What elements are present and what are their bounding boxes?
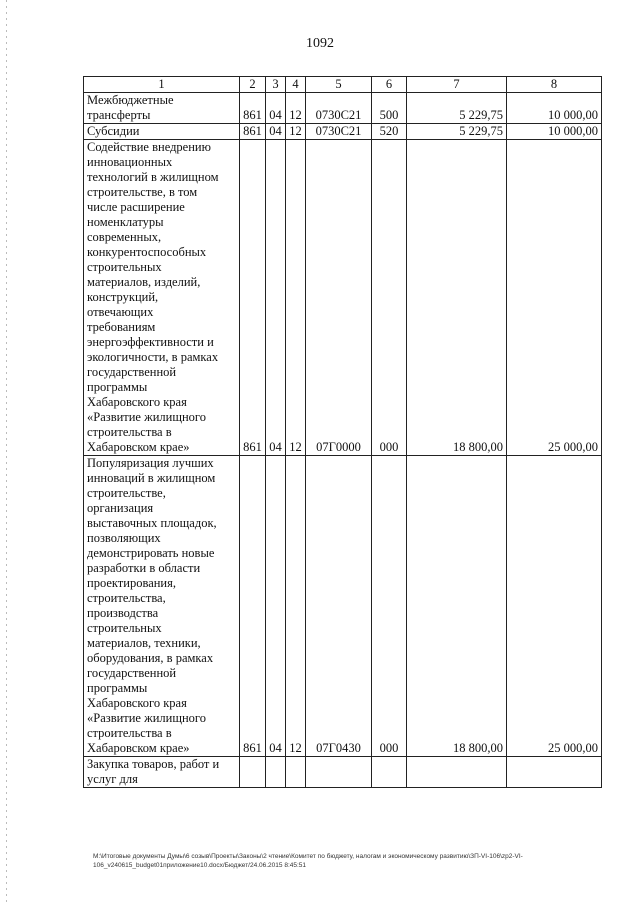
row-name-line: требованиям	[87, 320, 156, 334]
chapter-code-cell: 861	[240, 140, 266, 456]
chapter-code-cell: 861	[240, 93, 266, 124]
row-name-line: разработки в области	[87, 561, 201, 575]
row-name-line: строительства,	[87, 591, 166, 605]
row-name-line: Субсидии	[87, 124, 140, 138]
row-name-line: отвечающих	[87, 305, 154, 319]
row-name-line: проектирования,	[87, 576, 176, 590]
subsection-code-cell	[286, 757, 306, 788]
expense-type-cell: 500	[372, 93, 407, 124]
amount-cell: 25 000,00	[507, 456, 602, 757]
section-code-cell: 04	[266, 124, 286, 140]
row-name-line: оборудования, в рамках	[87, 651, 214, 665]
expense-type-cell: 000	[372, 140, 407, 456]
row-name-line: «Развитие жилищного	[87, 711, 206, 725]
row-name-line: организация	[87, 501, 154, 515]
scan-edge-mark	[6, 0, 7, 905]
table-row	[84, 93, 602, 124]
row-name-line: инноваций в жилищном	[87, 471, 216, 485]
header-cell: 1	[84, 77, 240, 93]
row-name-cell	[84, 93, 240, 124]
row-name-line: инновационных	[87, 155, 173, 169]
row-name-line: Хабаровском крае»	[87, 440, 190, 454]
chapter-code-cell	[240, 757, 266, 788]
row-name-line: программы	[87, 380, 148, 394]
row-name-line: трансферты	[87, 108, 151, 122]
row-name-line: экологичности, в рамках	[87, 350, 219, 364]
subsection-code-cell: 12	[286, 456, 306, 757]
row-name-line: строительстве, в том	[87, 185, 198, 199]
row-name-line: конкурентоспособных	[87, 245, 207, 259]
section-code-cell: 04	[266, 140, 286, 456]
row-name-line: строительства в	[87, 726, 172, 740]
row-name-line: Хабаровского края	[87, 395, 187, 409]
row-name-cell	[84, 456, 240, 757]
table-row	[84, 140, 602, 456]
document-footer	[93, 852, 613, 870]
row-name-line: Хабаровском крае»	[87, 741, 190, 755]
chapter-code-cell: 861	[240, 456, 266, 757]
row-name-line: Закупка товаров, работ и	[87, 757, 220, 771]
subsection-code-cell: 12	[286, 140, 306, 456]
row-name-line: услуг для	[87, 772, 138, 786]
row-name-line: материалов, техники,	[87, 636, 201, 650]
section-code-cell: 04	[266, 93, 286, 124]
target-item-cell	[306, 757, 372, 788]
subsection-code-cell: 12	[286, 124, 306, 140]
row-name-line: демонстрировать новые	[87, 546, 215, 560]
row-name-line: позволяющих	[87, 531, 161, 545]
amount-cell	[507, 757, 602, 788]
header-cell: 6	[372, 77, 407, 93]
row-name-line: Популяризация лучших	[87, 456, 214, 470]
amount-cell: 18 800,00	[407, 456, 507, 757]
budget-table	[83, 76, 602, 788]
row-name-line: государственной	[87, 666, 177, 680]
row-name-cell	[84, 124, 240, 140]
header-cell: 5	[306, 77, 372, 93]
row-name-line: строительных	[87, 621, 162, 635]
amount-cell	[407, 757, 507, 788]
table-row	[84, 124, 602, 140]
subsection-code-cell: 12	[286, 93, 306, 124]
table-header-row	[84, 77, 602, 93]
row-name-cell	[84, 757, 240, 788]
row-name-line: строительстве,	[87, 486, 166, 500]
target-item-cell: 0730С21	[306, 93, 372, 124]
row-name-line: современных,	[87, 230, 162, 244]
row-name-line: Хабаровского края	[87, 696, 187, 710]
target-item-cell: 07Г0000	[306, 140, 372, 456]
row-name-line: энергоэффективности и	[87, 335, 214, 349]
expense-type-cell: 000	[372, 456, 407, 757]
row-name-line: «Развитие жилищного	[87, 410, 206, 424]
footer-path-line: M:\Итоговые документы Думы\6 созыв\Проекты\Законы\2 чтение\Комитет по бюджету, налогам и экономическому развитию\ЗП-VI-106\zp2-VI-	[93, 853, 523, 860]
target-item-cell: 0730С21	[306, 124, 372, 140]
table-row	[84, 757, 602, 788]
footer-path-line: 106_v240615_budget01приложение10.docx/Бюджет/24.06.2015 8:45:51	[93, 862, 307, 869]
row-name-cell	[84, 140, 240, 456]
expense-type-cell	[372, 757, 407, 788]
header-cell: 2	[240, 77, 266, 93]
row-name-line: номенклатуры	[87, 215, 164, 229]
row-name-line: строительных	[87, 260, 162, 274]
section-code-cell	[266, 757, 286, 788]
expense-type-cell: 520	[372, 124, 407, 140]
amount-cell: 5 229,75	[407, 93, 507, 124]
row-name-line: Содействие внедрению	[87, 140, 211, 154]
header-cell: 7	[407, 77, 507, 93]
row-name-line: производства	[87, 606, 159, 620]
header-cell: 3	[266, 77, 286, 93]
row-name-line: числе расширение	[87, 200, 185, 214]
row-name-line: строительства в	[87, 425, 172, 439]
amount-cell: 10 000,00	[507, 124, 602, 140]
chapter-code-cell: 861	[240, 124, 266, 140]
amount-cell: 10 000,00	[507, 93, 602, 124]
header-cell: 8	[507, 77, 602, 93]
row-name-line: государственной	[87, 365, 177, 379]
table-row	[84, 456, 602, 757]
amount-cell: 5 229,75	[407, 124, 507, 140]
amount-cell: 18 800,00	[407, 140, 507, 456]
header-cell: 4	[286, 77, 306, 93]
row-name-line: конструкций,	[87, 290, 159, 304]
row-name-line: технологий в жилищном	[87, 170, 219, 184]
row-name-line: выставочных площадок,	[87, 516, 217, 530]
section-code-cell: 04	[266, 456, 286, 757]
row-name-line: программы	[87, 681, 148, 695]
row-name-line: материалов, изделий,	[87, 275, 201, 289]
target-item-cell: 07Г0430	[306, 456, 372, 757]
row-name-line: Межбюджетные	[87, 93, 174, 107]
amount-cell: 25 000,00	[507, 140, 602, 456]
page-number: 1092	[306, 36, 334, 51]
